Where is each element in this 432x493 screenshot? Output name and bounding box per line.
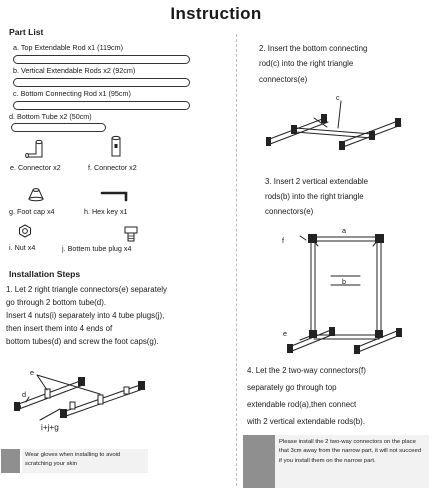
part-list-heading: Part List xyxy=(9,27,44,37)
step2-line2: rod(c) into the right triangle xyxy=(259,59,354,68)
part-c-label: c. Bottom Connecting Rod x1 (95cm) xyxy=(13,89,131,98)
step2-line1: 2. Insert the bottom connecting xyxy=(259,44,368,53)
part-d-label: d. Bottom Tube x2 (50cm) xyxy=(9,112,92,121)
part-e-label: e. Connector x2 xyxy=(10,163,61,172)
step2-line3: connectors(e) xyxy=(259,75,308,84)
step3-label-b: b xyxy=(342,277,346,286)
part-g-label: g. Foot cap x4 xyxy=(9,207,55,216)
step4-line3: extendable rod(a),then connect xyxy=(247,400,357,409)
part-j-label: j. Bottem tube plug x4 xyxy=(62,244,132,253)
step1-line4: then insert them into 4 ends of xyxy=(6,324,113,333)
warning-note: Wear gloves when installing to avoid scratching your skin xyxy=(22,449,148,473)
step4-line1: 4. Let the 2 two-way connectors(f) xyxy=(247,366,366,375)
step1-line1: 1. Let 2 right triangle connectors(e) separately xyxy=(6,285,167,294)
step1-label-d: d xyxy=(22,390,26,399)
step4-line2: separately go through top xyxy=(247,383,337,392)
installation-steps-heading: Installation Steps xyxy=(9,269,81,279)
step1-line2: go through 2 bottom tube(d). xyxy=(6,298,107,307)
note-marker xyxy=(243,435,275,488)
page-title: Instruction xyxy=(170,4,262,23)
step1-line3: Insert 4 nuts(i) separately into 4 tube plugs(j), xyxy=(6,311,165,320)
step3-line2: rods(b) into the right triangle xyxy=(265,192,364,201)
part-i-label: i. Nut x4 xyxy=(9,243,36,252)
step1-line5: bottom tubes(d) and screw the foot caps(g). xyxy=(6,337,159,346)
step1-label-formula: i+j+g xyxy=(41,423,59,432)
step4-line4: with 2 vertical extendable rods(b). xyxy=(247,417,365,426)
part-h-label: h. Hex key x1 xyxy=(84,207,128,216)
part-f-label: f. Connector x2 xyxy=(88,163,137,172)
step1-label-e: e xyxy=(30,368,34,377)
step3-line3: connectors(e) xyxy=(265,207,314,216)
part-b-label: b. Vertical Extendable Rods x2 (92cm) xyxy=(13,66,136,75)
step3-label-e: e xyxy=(283,329,287,338)
step3-label-a: a xyxy=(342,226,346,235)
step3-line1: 3. Insert 2 vertical extendable xyxy=(265,177,369,186)
step2-label-c: c xyxy=(336,93,340,102)
installation-note: Please install the 2 two-way connectors on the place that 3cm away from the narrow part, it will not succeed if you install them on the narrow part. xyxy=(275,435,429,488)
part-a-label: a. Top Extendable Rod x1 (119cm) xyxy=(13,43,124,52)
step3-label-f: f xyxy=(282,236,284,245)
